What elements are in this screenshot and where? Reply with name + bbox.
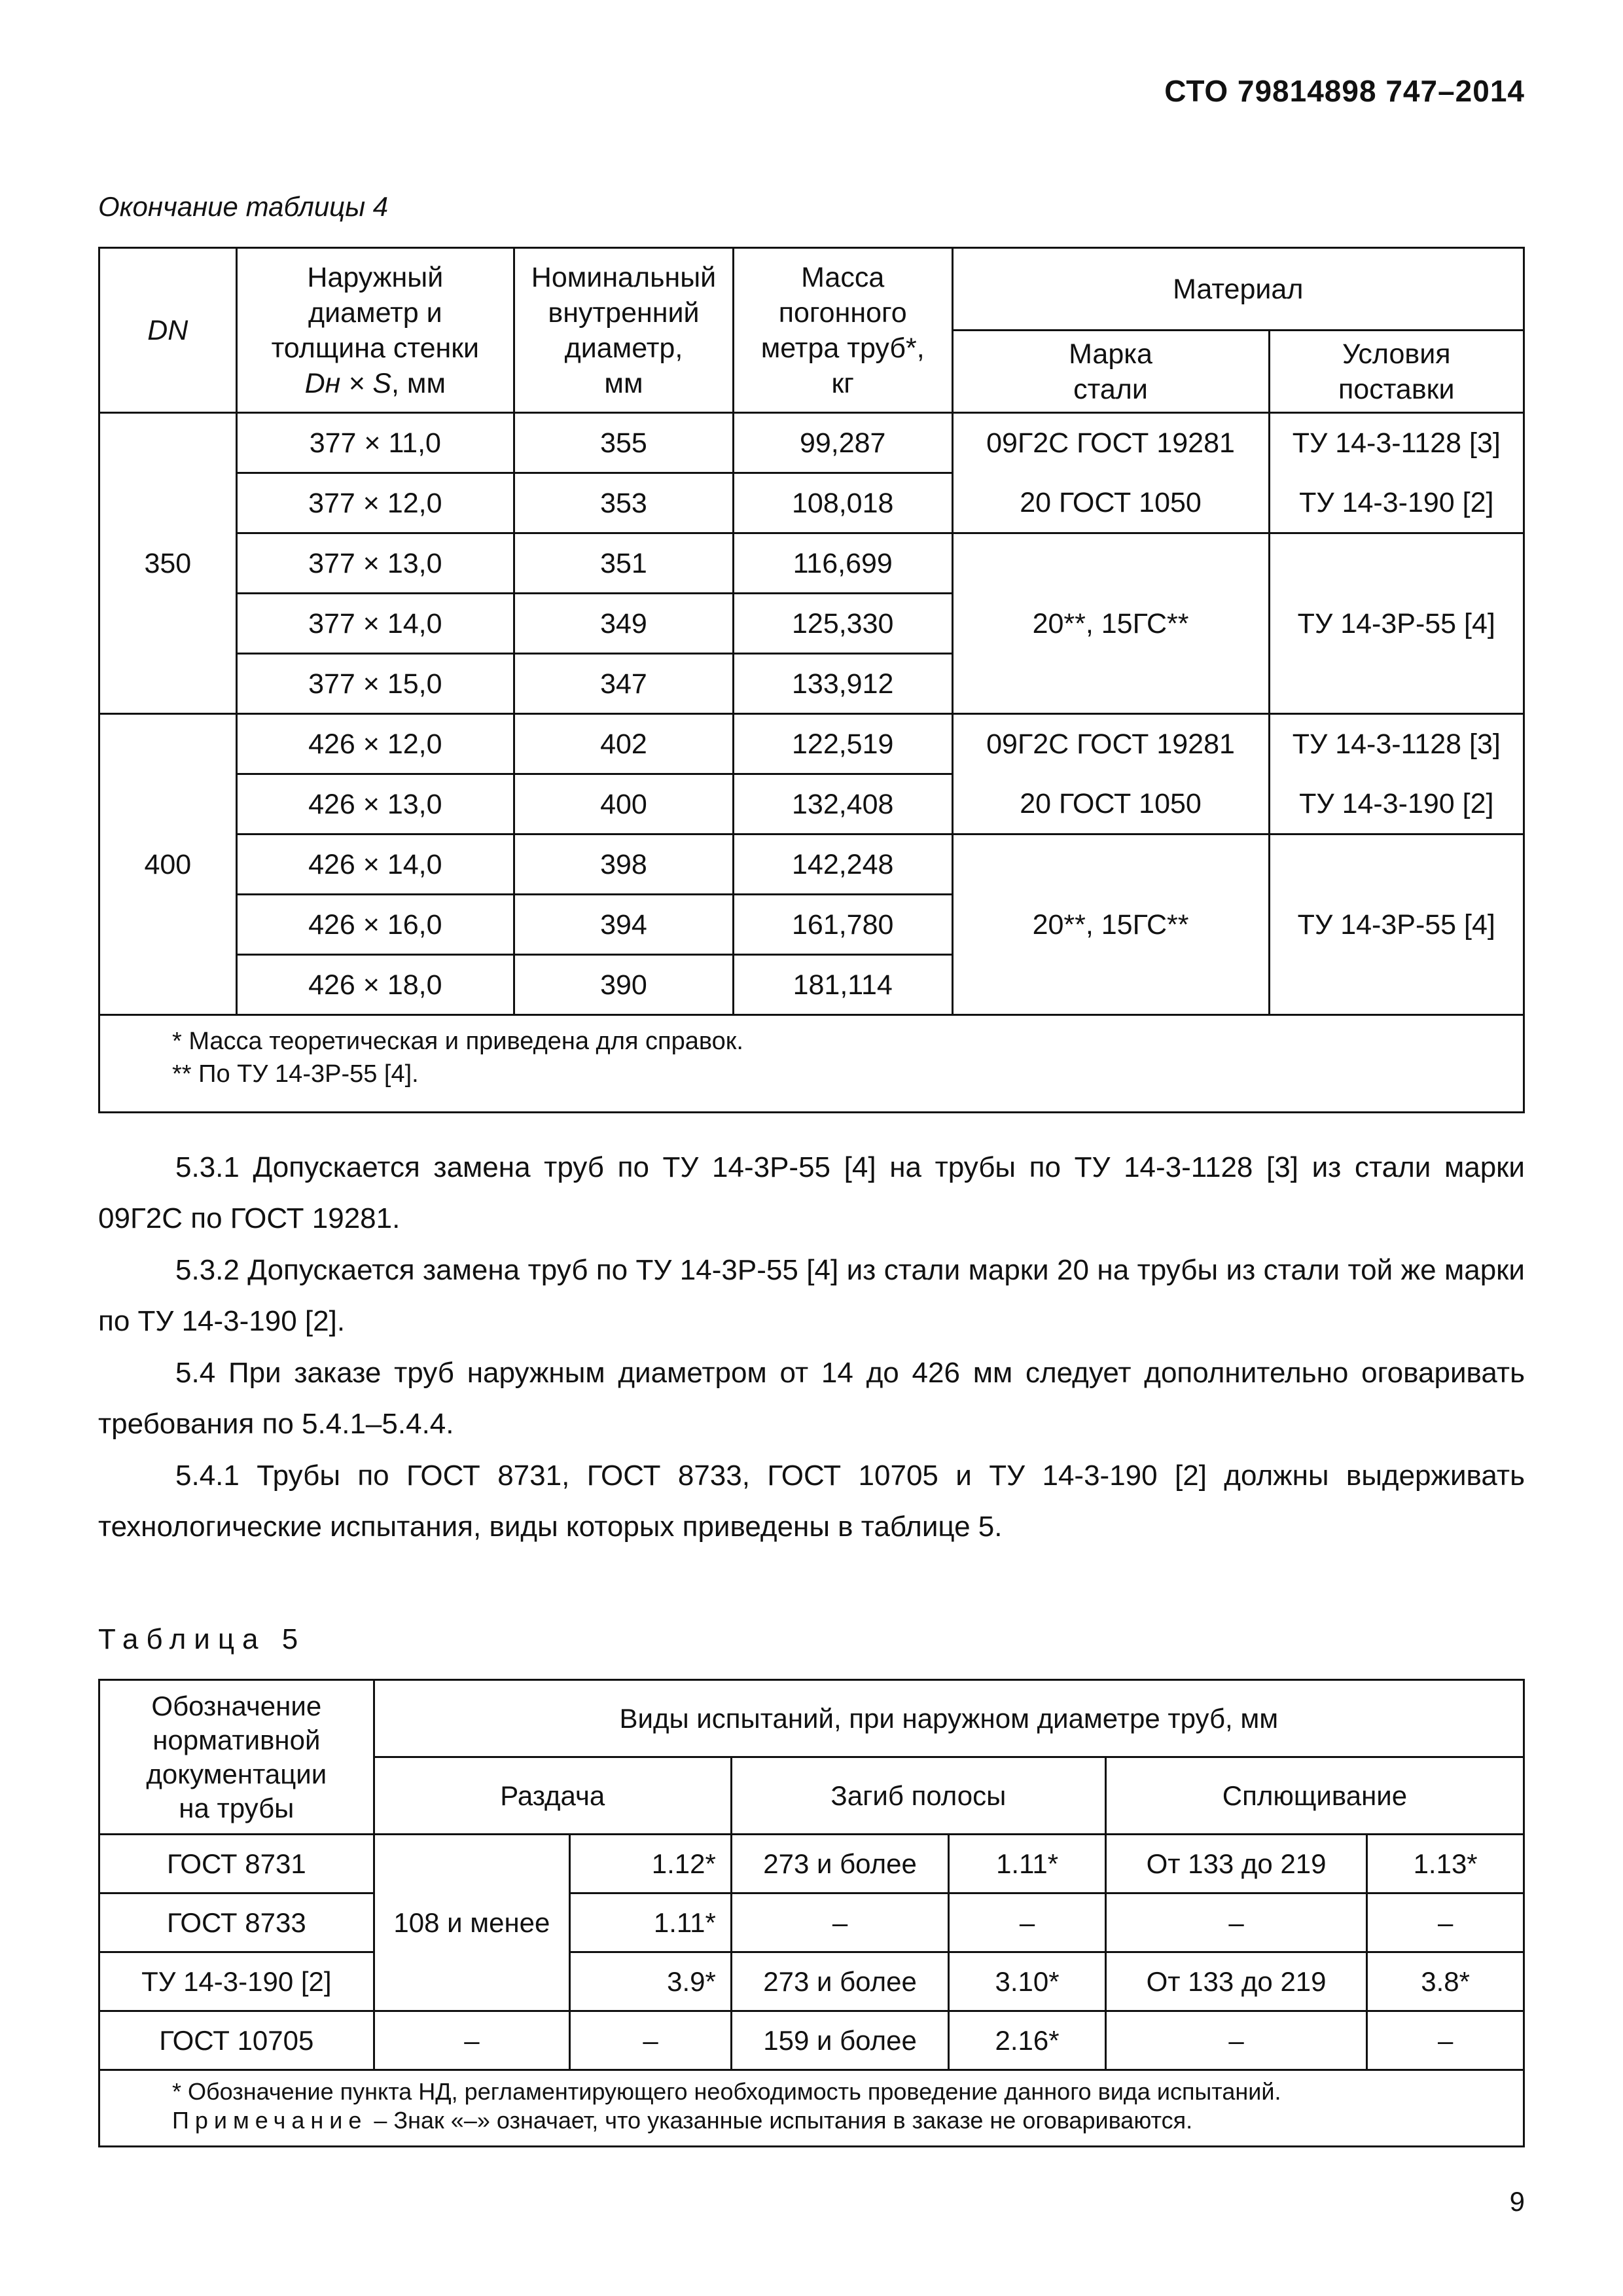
page-number: 9: [1509, 2186, 1525, 2217]
paragraph-5-3-1: 5.3.1 Допускается замена труб по ТУ 14-3Р-55 [4] на трубы по ТУ 14-3-1128 [3] из стали марки 09Г2С по ГОСТ 19281.: [98, 1151, 1525, 1234]
bend-diameter-cell: 273 и более: [731, 1835, 948, 1893]
header-bend: Загиб полосы: [731, 1757, 1105, 1835]
table-row: [99, 1835, 1524, 1893]
paragraph-5-4-1: 5.4.1 Трубы по ГОСТ 8731, ГОСТ 8733, ГОСТ 10705 и ТУ 14-3-190 [2] должны выдерживать технологические испытания, виды которых приведены в таблице 5.: [98, 1460, 1525, 1543]
expansion-ref-cell: 1.11*: [570, 1893, 732, 1952]
table5-caption: Таблица 5: [98, 1623, 306, 1655]
size-cell: 377 × 13,0: [236, 533, 514, 594]
paragraph-5-4: 5.4 При заказе труб наружным диаметром от 14 до 426 мм следует дополнительно оговаривать требования по 5.4.1–5.4.4.: [98, 1357, 1525, 1440]
dn-cell: 350: [99, 413, 237, 714]
expansion-diameter-cell: 108 и менее: [374, 1835, 570, 2011]
table4-footnotes: [99, 1015, 1524, 1113]
bend-diameter-cell: 159 и более: [731, 2011, 948, 2070]
flatten-diameter-cell: –: [1105, 2011, 1366, 2070]
table-row: [99, 473, 1524, 533]
inner-cell: 402: [514, 714, 734, 774]
table5-note: Примечание – Знак «–» означает, что указанные испытания в заказе не оговариваются.: [172, 2107, 1193, 2134]
header-test-types: Виды испытаний, при наружном диаметре труб, мм: [374, 1680, 1524, 1757]
supply-cell: ТУ 14-3Р-55 [4]: [1269, 834, 1524, 1015]
header-material: Материал: [952, 248, 1524, 331]
header-expansion: Раздача: [374, 1757, 731, 1835]
header-steel-grade: Марка стали: [952, 331, 1269, 413]
footnote: * Масса теоретическая и приведена для справок.: [172, 1028, 743, 1055]
supply-cell: ТУ 14-3Р-55 [4]: [1269, 533, 1524, 714]
inner-cell: 390: [514, 955, 734, 1015]
mass-cell: 161,780: [733, 895, 952, 955]
size-cell: 377 × 14,0: [236, 594, 514, 654]
table-row: [99, 533, 1524, 594]
flatten-diameter-cell: От 133 до 219: [1105, 1952, 1366, 2011]
table5-footnotes: [99, 2070, 1524, 2147]
bend-diameter-cell: –: [731, 1893, 948, 1952]
dn-cell: 400: [99, 714, 237, 1015]
header-normative-doc: Обозначение нормативной документации на трубы: [99, 1680, 374, 1835]
size-cell: 426 × 16,0: [236, 895, 514, 955]
table-row: [99, 834, 1524, 895]
flatten-ref-cell: 1.13*: [1367, 1835, 1524, 1893]
expansion-ref-cell: –: [570, 2011, 732, 2070]
mass-cell: 99,287: [733, 413, 952, 473]
mass-cell: 133,912: [733, 654, 952, 714]
header-mass: Масса погонного метра труб*, кг: [733, 248, 952, 413]
inner-cell: 351: [514, 533, 734, 594]
table-row: [99, 413, 1524, 473]
inner-cell: 394: [514, 895, 734, 955]
table-row: [99, 1952, 1524, 2011]
inner-cell: 398: [514, 834, 734, 895]
paragraph-5-3-2: 5.3.2 Допускается замена труб по ТУ 14-3Р-55 [4] из стали марки 20 на трубы из стали той же марки по ТУ 14-3-190 [2].: [98, 1254, 1525, 1337]
table4-caption: Окончание таблицы 4: [98, 191, 389, 222]
mass-cell: 181,114: [733, 955, 952, 1015]
doc-cell: ТУ 14-3-190 [2]: [99, 1952, 374, 2011]
bend-diameter-cell: 273 и более: [731, 1952, 948, 2011]
flatten-diameter-cell: От 133 до 219: [1105, 1835, 1366, 1893]
size-cell: 426 × 13,0: [236, 774, 514, 834]
document-code: СТО 79814898 747–2014: [1164, 74, 1525, 108]
flatten-diameter-cell: –: [1105, 1893, 1366, 1952]
size-cell: 377 × 12,0: [236, 473, 514, 533]
mass-cell: 142,248: [733, 834, 952, 895]
footnote: ** По ТУ 14-3Р-55 [4].: [172, 1060, 419, 1088]
header-supply-conditions: Условия поставки: [1269, 331, 1524, 413]
table-row: [99, 714, 1524, 774]
bend-ref-cell: 3.10*: [949, 1952, 1106, 2011]
inner-cell: 400: [514, 774, 734, 834]
inner-cell: 347: [514, 654, 734, 714]
mass-cell: 122,519: [733, 714, 952, 774]
doc-cell: ГОСТ 10705: [99, 2011, 374, 2070]
mass-cell: 125,330: [733, 594, 952, 654]
grade-cell: 09Г2С ГОСТ 19281: [952, 413, 1269, 473]
supply-cell: ТУ 14-3-190 [2]: [1269, 473, 1524, 533]
table-row: [99, 2011, 1524, 2070]
flatten-ref-cell: –: [1367, 2011, 1524, 2070]
size-cell: 377 × 15,0: [236, 654, 514, 714]
table-row: [99, 1893, 1524, 1952]
expansion-diameter-cell: –: [374, 2011, 570, 2070]
grade-cell: 20 ГОСТ 1050: [952, 774, 1269, 834]
grade-cell: 20 ГОСТ 1050: [952, 473, 1269, 533]
mass-cell: 108,018: [733, 473, 952, 533]
bend-ref-cell: 2.16*: [949, 2011, 1106, 2070]
inner-cell: 349: [514, 594, 734, 654]
doc-cell: ГОСТ 8733: [99, 1893, 374, 1952]
mass-cell: 132,408: [733, 774, 952, 834]
supply-cell: ТУ 14-3-1128 [3]: [1269, 714, 1524, 774]
size-cell: 426 × 14,0: [236, 834, 514, 895]
bend-ref-cell: 1.11*: [949, 1835, 1106, 1893]
size-cell: 377 × 11,0: [236, 413, 514, 473]
header-inner-diameter: Номинальный внутренний диаметр, мм: [514, 248, 734, 413]
size-cell: 426 × 12,0: [236, 714, 514, 774]
header-outer-diameter: Наружный диаметр и толщина стенки Dн × S, мм: [236, 248, 514, 413]
grade-cell: 09Г2С ГОСТ 19281: [952, 714, 1269, 774]
header-flattening: Сплющивание: [1105, 1757, 1524, 1835]
table4: [98, 247, 1525, 1113]
expansion-ref-cell: 3.9*: [570, 1952, 732, 2011]
inner-cell: 353: [514, 473, 734, 533]
table-row: [99, 774, 1524, 834]
mass-cell: 116,699: [733, 533, 952, 594]
supply-cell: ТУ 14-3-1128 [3]: [1269, 413, 1524, 473]
bend-ref-cell: –: [949, 1893, 1106, 1952]
inner-cell: 355: [514, 413, 734, 473]
grade-cell: 20**, 15ГС**: [952, 834, 1269, 1015]
doc-cell: ГОСТ 8731: [99, 1835, 374, 1893]
table5: [98, 1679, 1525, 2147]
flatten-ref-cell: 3.8*: [1367, 1952, 1524, 2011]
footnote: * Обозначение пункта НД, регламентирующего необходимость проведение данного вида испытаний.: [172, 2078, 1281, 2105]
size-cell: 426 × 18,0: [236, 955, 514, 1015]
supply-cell: ТУ 14-3-190 [2]: [1269, 774, 1524, 834]
expansion-ref-cell: 1.12*: [570, 1835, 732, 1893]
flatten-ref-cell: –: [1367, 1893, 1524, 1952]
header-dn: DN: [99, 248, 237, 413]
grade-cell: 20**, 15ГС**: [952, 533, 1269, 714]
